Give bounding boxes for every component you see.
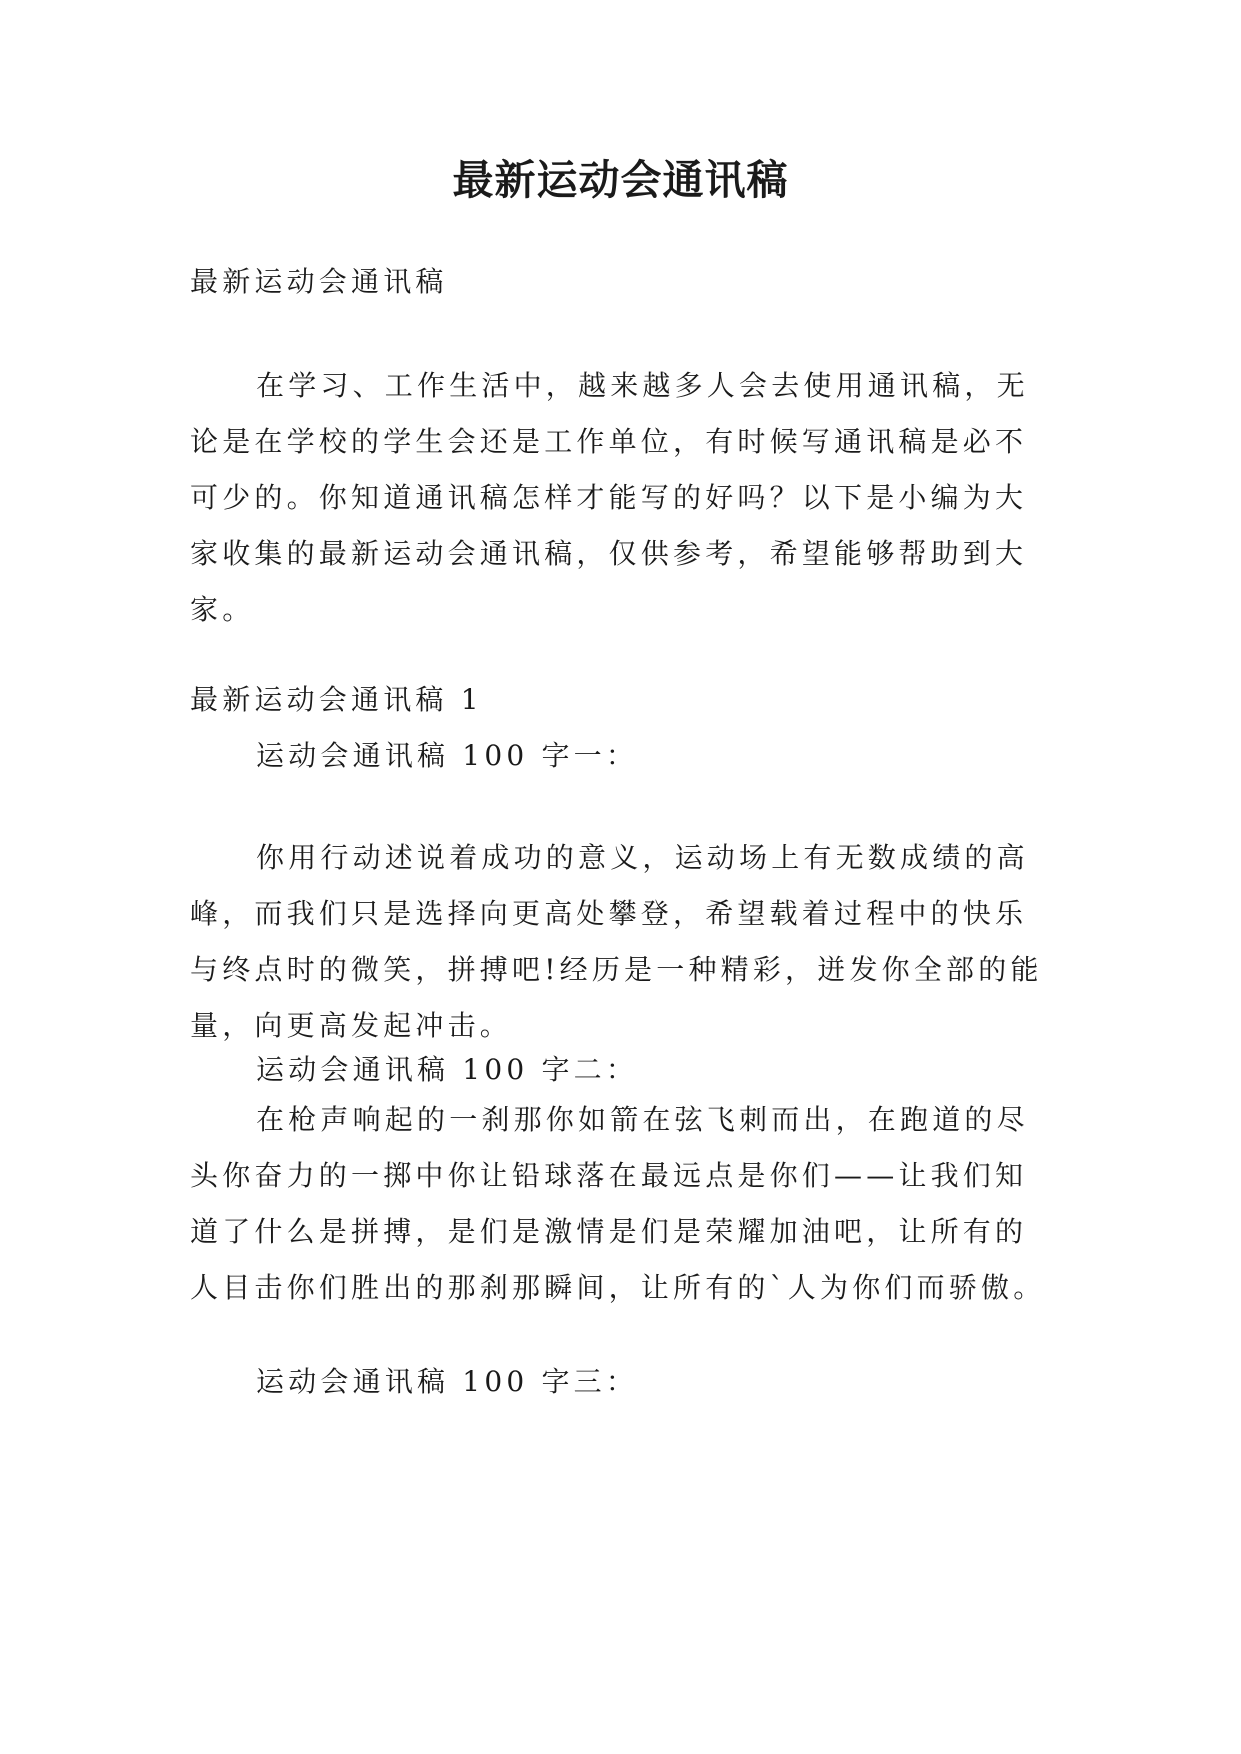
subheading-two: 运动会通讯稿 100 字二： [256,1053,639,1086]
paragraph-one: 你用行动述说着成功的意义，运动场上有无数成绩的高峰，而我们只是选择向更高处攀登，希望载着过程中的快乐与终点时的微笑，拼搏吧!经历是一种精彩，迸发你全部的能量，向更高发起冲击。 [190,841,1043,1042]
document-subtitle: 最新运动会通讯稿 [190,265,448,298]
section-heading: 最新运动会通讯稿 1 [190,683,483,716]
document-title: 最新运动会通讯稿 [452,156,789,204]
subheading-one: 运动会通讯稿 100 字一： [256,739,639,772]
intro-paragraph: 在学习、工作生活中，越来越多人会去使用通讯稿，无论是在学校的学生会还是工作单位，有时候写通讯稿是必不可少的。你知道通讯稿怎样才能写的好吗？以下是小编为大家收集的最新运动会通讯稿，仅供参考，希望能够帮助到大家。 [190,369,1029,626]
paragraph-two: 在枪声响起的一刹那你如箭在弦飞刺而出，在跑道的尽头你奋力的一掷中你让铅球落在最远点是你们——让我们知道了什么是拼搏，是们是激情是们是荣耀加油吧，让所有的人目击你们胜出的那刹那瞬间，让所有的`人为你们而骄傲。 [190,1103,1046,1304]
subheading-three: 运动会通讯稿 100 字三： [256,1365,639,1398]
